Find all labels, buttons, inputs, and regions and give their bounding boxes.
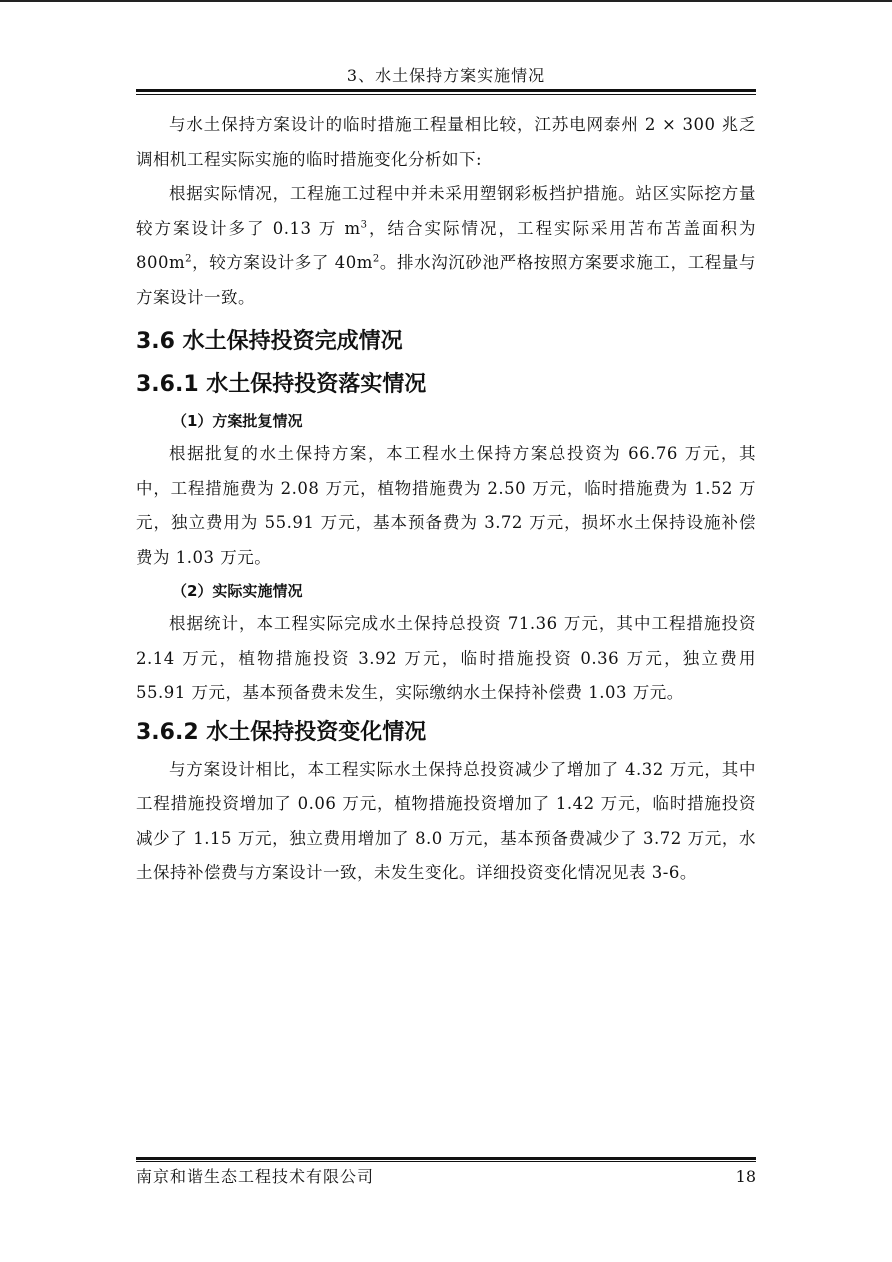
header-double-rule — [136, 89, 756, 95]
subheading-plan-approval: （1）方案批复情况 — [172, 412, 303, 430]
footer-page-number: 18 — [735, 1167, 756, 1186]
superscript: 2 — [372, 253, 380, 265]
section-heading-3-6: 3.6 水土保持投资完成情况 — [136, 329, 403, 354]
subheading-actual-implementation: （2）实际实施情况 — [172, 582, 303, 600]
superscript: 2 — [185, 253, 193, 265]
text-run: ，结合实际情况，工程实际采用苫布苫盖面积为 800m — [136, 218, 756, 272]
paragraph-approved-investment: 根据批复的水土保持方案，本工程水土保持方案总投资为 66.76 万元，其中，工程措施费为 2.08 万元，植物措施费为 2.50 万元，临时措施费为 1.52 万元，独立费用为 55.91 万元，基本预备费为 3.72 万元，损坏水土保持设施补偿费为 1.03 万元。 — [136, 444, 756, 567]
paragraph-actual-investment: 根据统计，本工程实际完成水土保持总投资 71.36 万元，其中工程措施投资 2.14 万元，植物措施投资 3.92 万元，临时措施投资 0.36 万元，独立费用 55.91 万元，基本预备费未发生，实际缴纳水土保持补偿费 1.03 万元。 — [136, 614, 756, 702]
running-header-title: 3、水土保持方案实施情况 — [346, 66, 546, 85]
paragraph-temporary-measures-intro: 与水土保持方案设计的临时措施工程量相比较，江苏电网泰州 2 × 300 兆乏调相机工程实际实施的临时措施变化分析如下: — [136, 115, 756, 169]
section-heading-3-6-2: 3.6.2 水土保持投资变化情况 — [136, 719, 427, 745]
paragraph-investment-change: 与方案设计相比，本工程实际水土保持总投资减少了增加了 4.32 万元，其中工程措施投资增加了 0.06 万元，植物措施投资增加了 1.42 万元，临时措施投资减少了 1.15 万元，独立费用增加了 8.0 万元，基本预备费减少了 3.72 万元，水土保持补偿费与方案设计一致，未发生变化。详细投资变化情况见表 3-6。 — [136, 759, 756, 882]
section-heading-3-6-1: 3.6.1 水土保持投资落实情况 — [136, 372, 427, 397]
footer-double-rule — [136, 1157, 756, 1162]
text-run: 。排水沟沉砂池严格按照方案要求施工，工程量与方案设计一致。 — [136, 253, 757, 307]
text-run: 根据实际情况，工程施工过程中并未采用塑钢彩板挡护措施。站区实际挖方量较方案设计多了 0.13 万 m — [136, 184, 756, 238]
footer-company-name: 南京和谐生态工程技术有限公司 — [136, 1167, 375, 1186]
page-top-border — [0, 0, 892, 2]
superscript: 3 — [360, 219, 368, 230]
page-content — [136, 108, 756, 891]
text-run: ，较方案设计多了 40m — [192, 253, 373, 272]
paragraph-temporary-measures-detail — [136, 177, 756, 315]
